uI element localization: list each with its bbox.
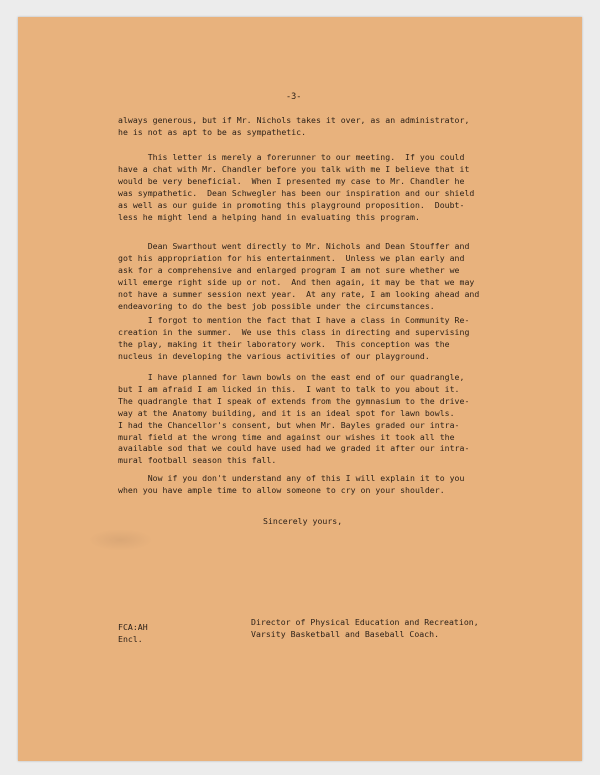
paragraph-4: I forgot to mention the fact that I have a class in Community Re- creation in the summer. We use this class in directing and supervising the play, making it their laboratory work. This conception was the nucleus in developing the various activities of our playground. (118, 315, 470, 361)
letter-body (18, 17, 582, 761)
letter-page (18, 17, 582, 761)
paragraph-3: Dean Swarthout went directly to Mr. Nichols and Dean Stouffer and got his appropriation for his entertainment. Unless we plan early and ask for a comprehensive and enlarged program I am not sure whether we will emerge right side up or not. And then again, it may be that we may not have a summer session next year. At any rate, I am looking ahead and endeavoring to do the best job possible under the circumstances. (118, 241, 480, 311)
closing: Sincerely yours, (263, 516, 343, 526)
paragraph-1: always generous, but if Mr. Nichols takes it over, as an administrator, he is not as apt to be as sympathetic. (118, 115, 470, 137)
paragraph-5: I have planned for lawn bowls on the east end of our quadrangle, but I am afraid I am licked in this. I want to talk to you about it. The quadrangle that I speak of extends from the gymnasium to the drive- way at the Anatomy building, and it is an ideal spot for lawn bowls. I had the Chancellor's consent, but when Mr. Bayles graded our intra- mural field at the wrong time and against our wishes it took all the available sod that we could have used had we graded it after our intra- mural football season this fall. (118, 372, 470, 466)
smudge-mark (88, 529, 153, 551)
paragraph-2: This letter is merely a forerunner to our meeting. If you could have a chat with Mr. Chandler before you talk with me I believe that it would be very beneficial. When I presented my case to Mr. Chandler he was sympathetic. Dean Schwegler has been our inspiration and our shield as well as our guide in promoting this playground proposition. Doubt- less he might lend a helping hand in evaluating this program. (118, 152, 475, 222)
paragraph-6: Now if you don't understand any of this I will explain it to you when you have ample time to allow someone to cry on your shoulder. (118, 473, 465, 495)
signature-block: Director of Physical Education and Recreation, Varsity Basketball and Baseball Coach. (251, 617, 479, 639)
initials: FCA:AH Encl. (118, 622, 148, 644)
page-number: -3- (286, 92, 302, 102)
